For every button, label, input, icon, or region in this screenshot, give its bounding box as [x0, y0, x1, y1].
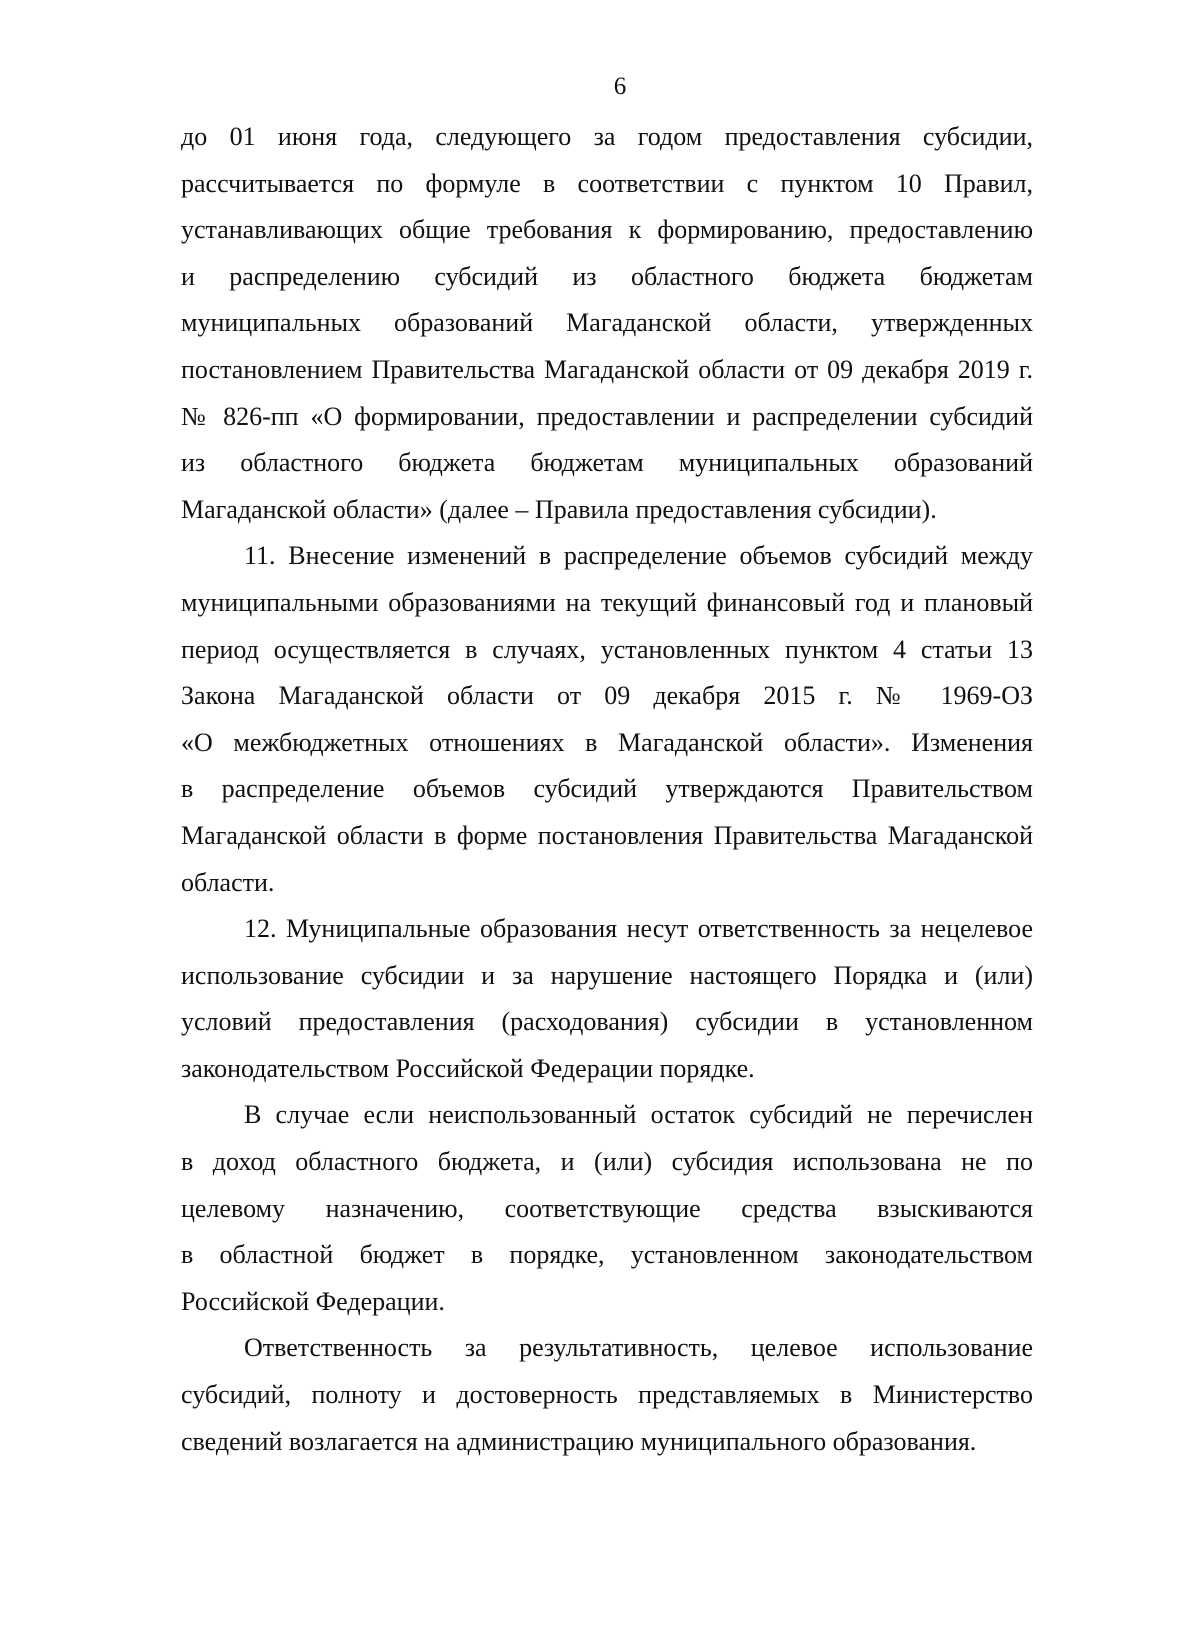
page-number: 6 [613, 73, 627, 100]
text-line: Российской Федерации. [181, 1286, 445, 1316]
text-line: муниципальных образований Магаданской области, утвержденных [181, 308, 1033, 338]
text-line: в доход областного бюджета, и (или) субсидия использована не по [181, 1147, 1033, 1177]
text-line: «О межбюджетных отношениях в Магаданской области». Изменения [181, 727, 1033, 757]
text-line: в областной бюджет в порядке, установленном законодательством [181, 1240, 1033, 1270]
text-line: муниципальными образованиями на текущий финансовый год и плановый [181, 587, 1033, 617]
paragraph-item-12 [181, 906, 1033, 1092]
text-line: Ответственность за результативность, целевое использование [244, 1333, 1033, 1363]
paragraph-item-11 [181, 533, 1033, 906]
text-line: В случае если неиспользованный остаток субсидий не перечислен [244, 1100, 1033, 1130]
text-line: сведений возлагается на администрацию муниципального образования. [181, 1426, 977, 1456]
paragraph-responsibility [181, 1325, 1033, 1465]
text-line: рассчитывается по формуле в соответствии с пунктом 10 Правил, [181, 168, 1033, 198]
text-line: Магаданской области» (далее – Правила предоставления субсидии). [181, 494, 937, 524]
text-line: Закона Магаданской области от 09 декабря 2015 г. № 1969-ОЗ [181, 681, 1033, 711]
text-line: Магаданской области в форме постановления Правительства Магаданской [181, 820, 1033, 850]
text-line: из областного бюджета бюджетам муниципальных образований [181, 448, 1033, 478]
text-line: субсидий, полноту и достоверность представляемых в Министерство [181, 1380, 1033, 1410]
text-line: области. [181, 867, 275, 897]
document-body [181, 114, 1033, 1465]
text-line: использование субсидии и за нарушение настоящего Порядка и (или) [181, 960, 1033, 990]
text-line: условий предоставления (расходования) субсидии в установленном [181, 1007, 1033, 1037]
paragraph-continuation [181, 114, 1033, 533]
text-line: постановлением Правительства Магаданской области от 09 декабря 2019 г. [181, 354, 1033, 384]
text-line: 12. Муниципальные образования несут ответственность за нецелевое [244, 914, 1033, 944]
text-line: устанавливающих общие требования к формированию, предоставлению [181, 215, 1033, 245]
paragraph-unused-balance [181, 1092, 1033, 1325]
text-line: в распределение объемов субсидий утверждаются Правительством [181, 774, 1033, 804]
text-line: до 01 июня года, следующего за годом предоставления субсидии, [181, 122, 1033, 151]
text-line: № 826-пп «О формировании, предоставлении и распределении субсидий [181, 401, 1033, 431]
text-line: 11. Внесение изменений в распределение объемов субсидий между [244, 541, 1033, 571]
text-line: и распределению субсидий из областного бюджета бюджетам [181, 261, 1033, 291]
text-line: целевому назначению, соответствующие средства взыскиваются [181, 1193, 1033, 1223]
text-line: законодательством Российской Федерации порядке. [181, 1053, 755, 1083]
text-line: период осуществляется в случаях, установленных пунктом 4 статьи 13 [181, 634, 1033, 664]
